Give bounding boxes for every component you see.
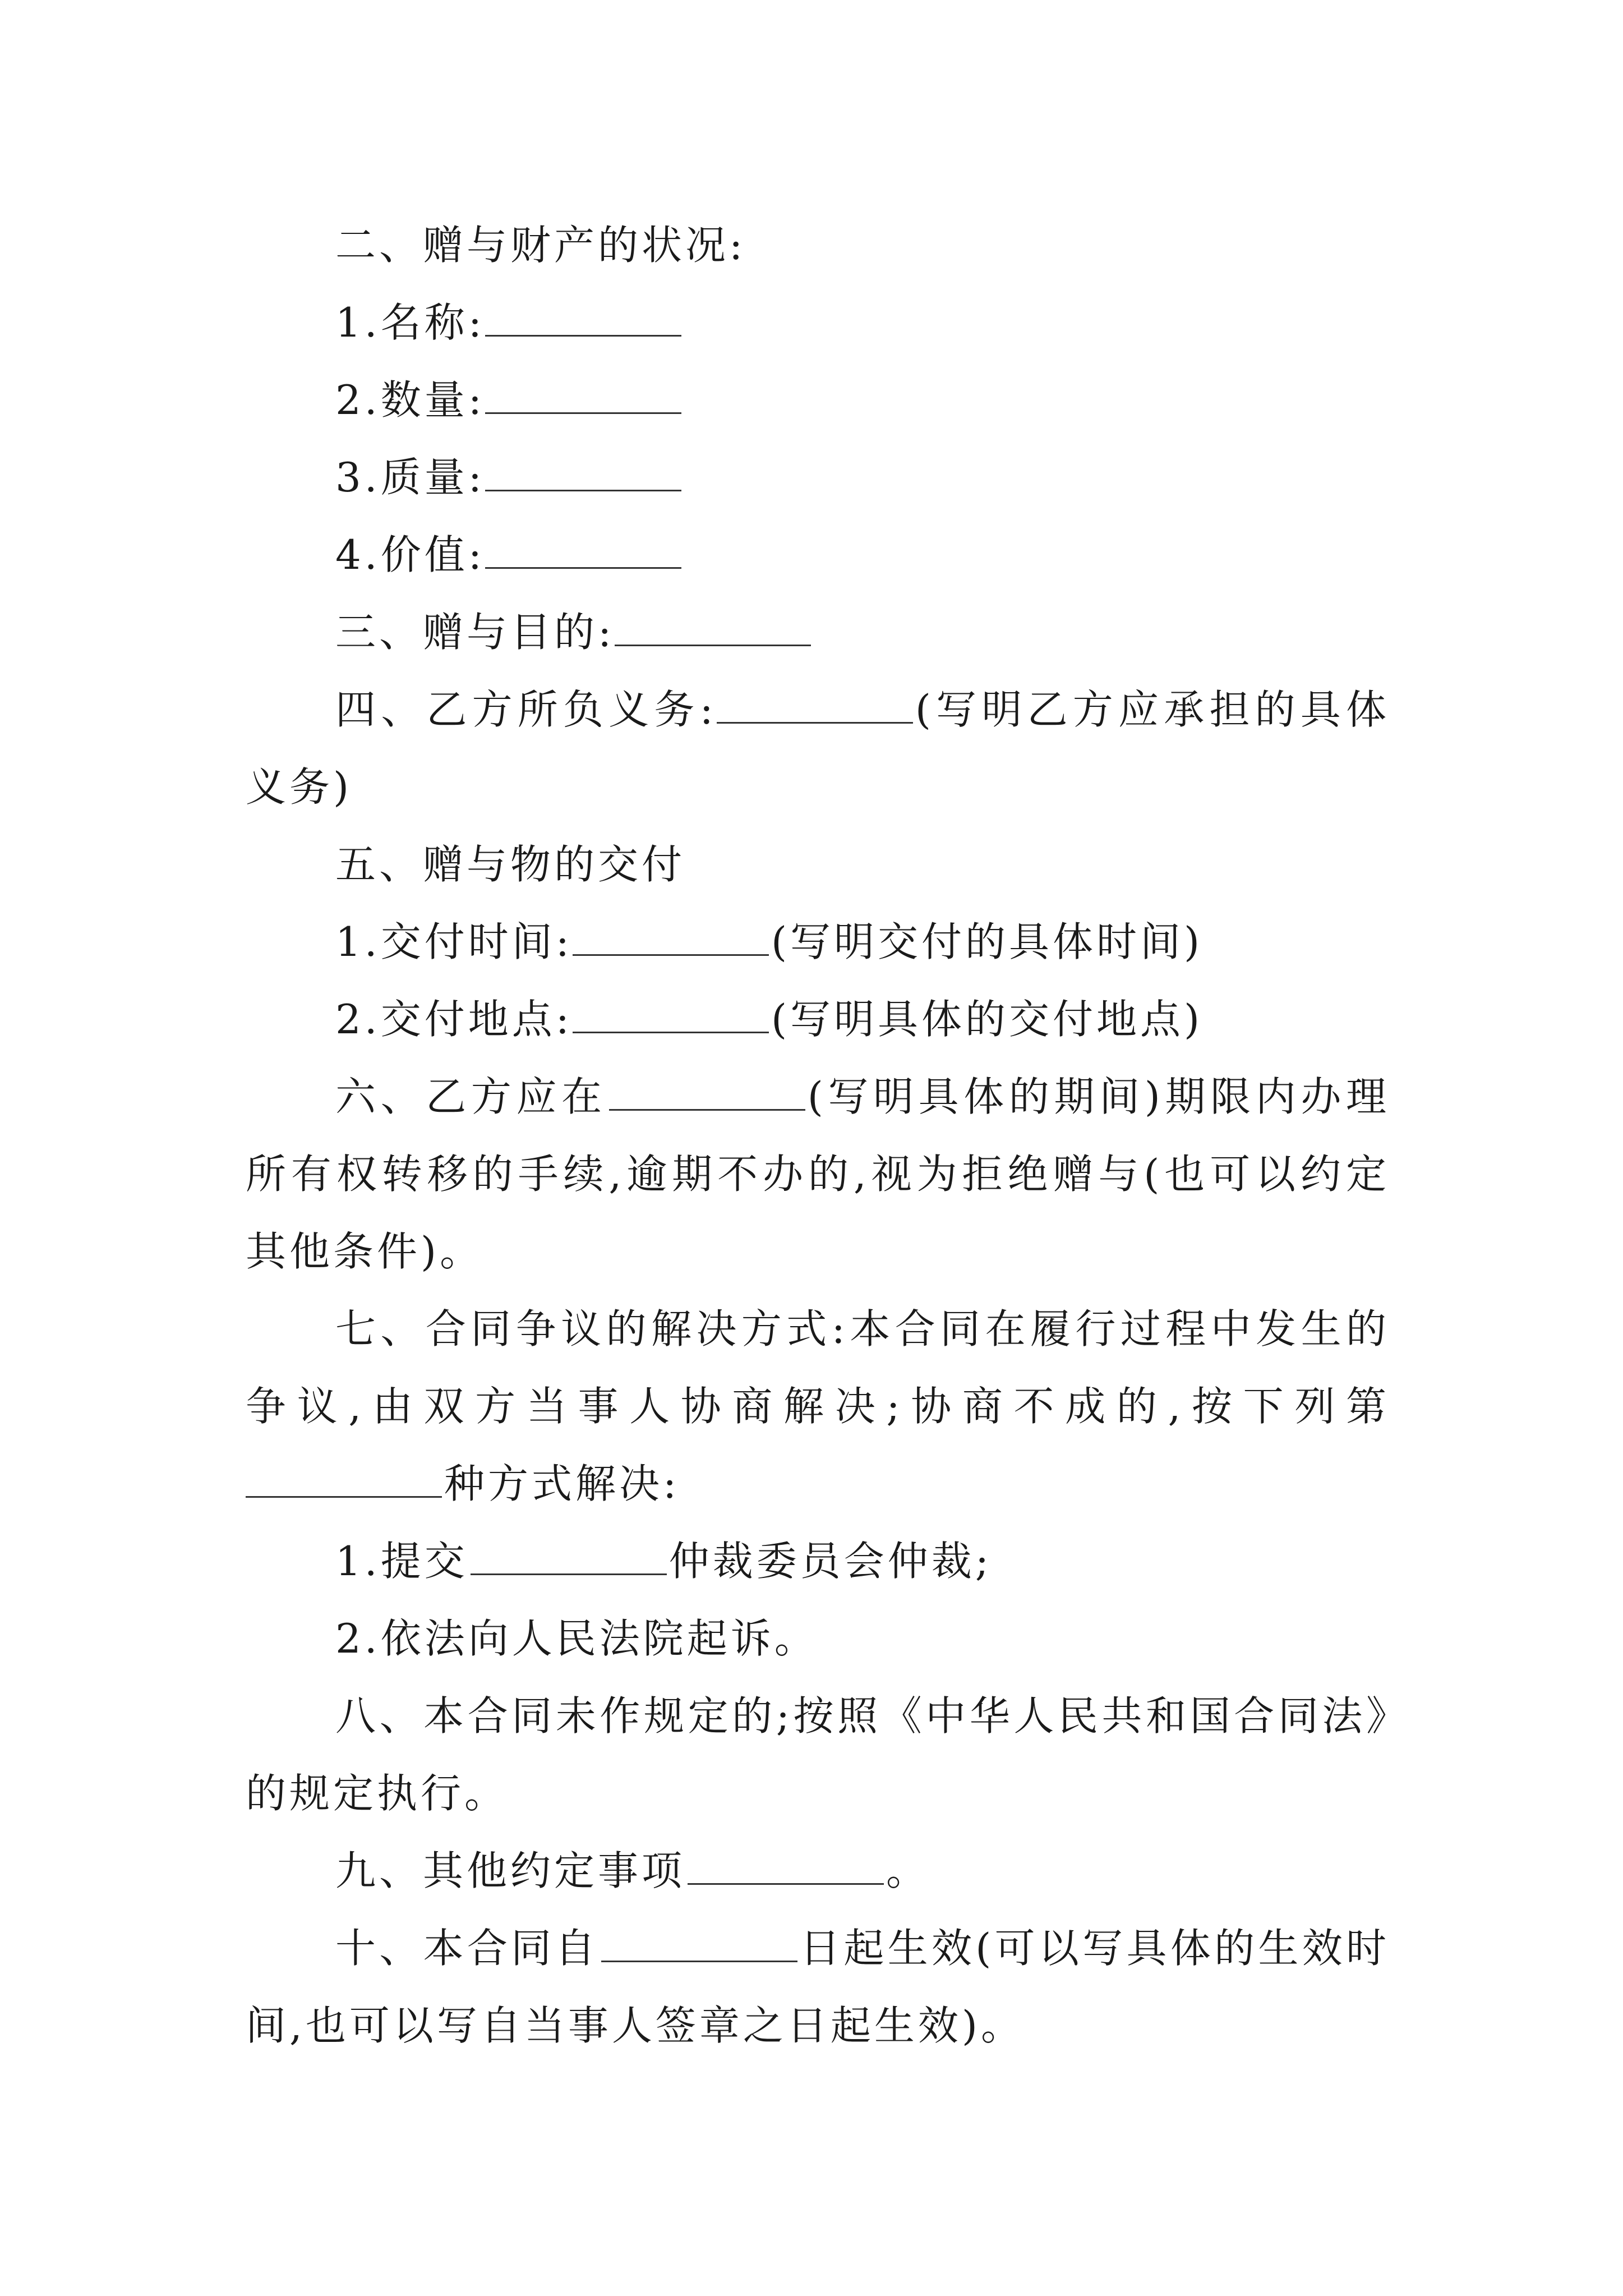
section-7-dispute: 七、合同争议的解决方式:本合同在履行过程中发生的争议,由双方当事人协商解决;协商不成的,按下列第种方式解决: (246, 1305, 1390, 1507)
effective-date-blank[interactable] (601, 1922, 797, 1962)
property-quantity-line: 2.数量: (246, 361, 1390, 439)
dispute-option-blank[interactable] (246, 1458, 442, 1498)
property-name-blank[interactable] (485, 297, 681, 337)
property-name-line: 1.名称: (246, 284, 1390, 361)
purpose-blank[interactable] (615, 606, 811, 646)
property-quality-blank[interactable] (485, 452, 681, 491)
lawsuit-line: 2.依法向人民法院起诉。 (335, 1615, 818, 1662)
property-quality-line: 3.质量: (246, 439, 1390, 516)
property-quantity-blank[interactable] (485, 374, 681, 414)
delivery-time-line: 1.交付时间: (写明交付的具体时间) (246, 903, 1390, 981)
section-9-other: 九、其他约定事项 。 (246, 1832, 1390, 1910)
section-5-title: 五、赠与物的交付 (335, 841, 686, 888)
property-value-blank[interactable] (485, 529, 681, 569)
contract-body (246, 206, 1390, 2064)
arbitration-line: 1.提交 仲裁委员会仲裁; (246, 1522, 1390, 1600)
delivery-place-line: 2.交付地点: (写明具体的交付地点) (246, 981, 1390, 1058)
section-4-obligations: 四、乙方所负义务: (写明乙方应承担的具体义务) (246, 671, 1390, 826)
arbitration-committee-blank[interactable] (471, 1535, 667, 1575)
obligations-blank[interactable] (717, 684, 913, 724)
property-value-line: 4.价值: (246, 516, 1390, 593)
transfer-period-blank[interactable] (609, 1071, 805, 1111)
delivery-time-blank[interactable] (573, 916, 769, 956)
section-2-title: 二、赠与财产的状况: (335, 222, 746, 269)
section-10-effective: 十、本合同自 日起生效(可以写具体的生效时间,也可以写自当事人签章之日起生效)。 (246, 1910, 1390, 2064)
section-3-purpose: 三、赠与目的: (246, 593, 1390, 671)
section-6-transfer: 六、乙方应在 (写明具体的期间)期限内办理所有权转移的手续,逾期不办的,视为拒绝赠与(也可以约定其他条件)。 (246, 1058, 1390, 1290)
delivery-place-blank[interactable] (573, 993, 769, 1033)
section-8-law: 八、本合同未作规定的;按照《中华人民共和国合同法》的规定执行。 (246, 1692, 1390, 1817)
other-matters-blank[interactable] (688, 1845, 884, 1885)
